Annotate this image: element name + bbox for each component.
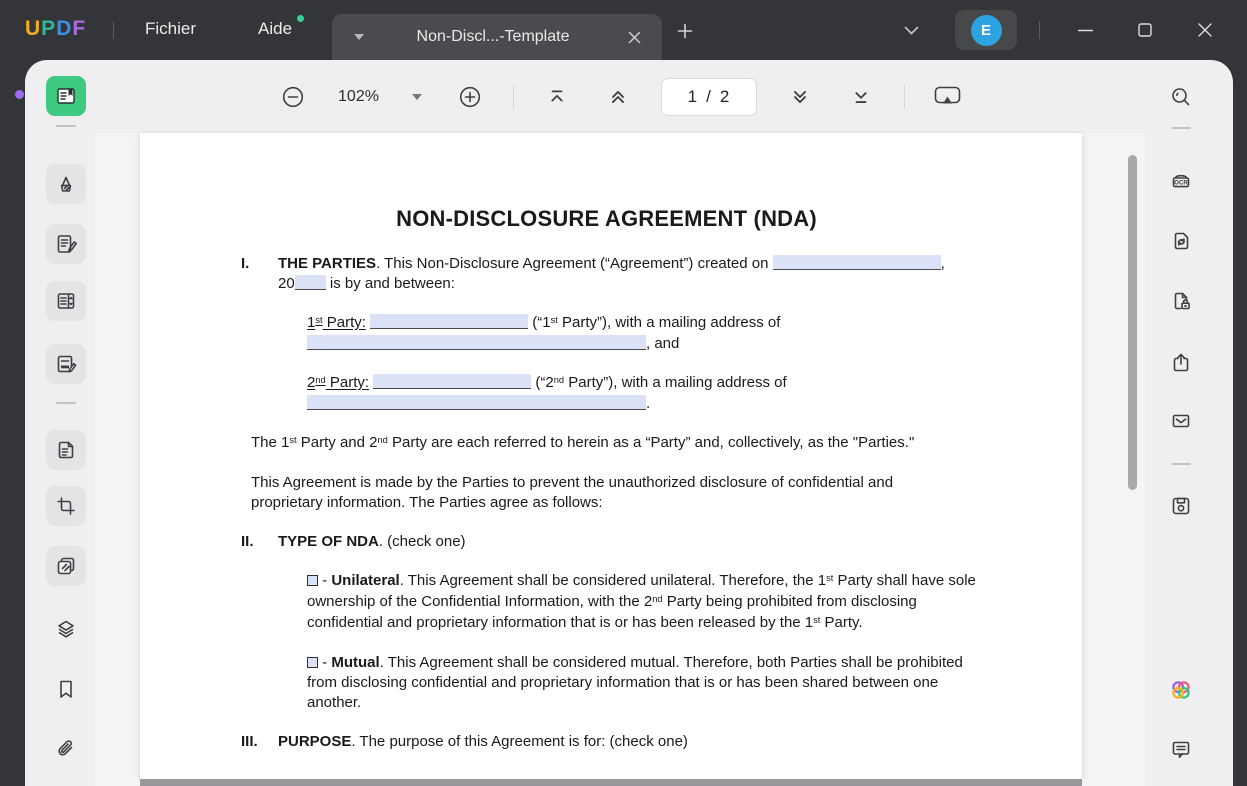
tab-title: Non-Discl...-Template [416,28,570,45]
doc-text: nd [553,374,565,385]
tool-share[interactable] [1161,343,1201,383]
layers-icon [54,617,78,641]
doc-text: st [550,314,558,325]
doc-text: st [826,572,834,583]
tool-convert[interactable] [1161,221,1201,261]
tool-summarize[interactable] [46,281,86,321]
avatar: E [971,15,1002,46]
tool-watermark[interactable] [46,546,86,586]
ocr-icon [1169,169,1193,193]
crop-icon [54,494,78,518]
divider [904,85,905,109]
left-sidebar [25,60,95,786]
presentation-mode-button[interactable] [930,79,966,115]
bookmark-icon [54,677,78,701]
doc-text: (“2 [531,374,554,391]
doc-text: - [318,572,332,589]
doc-text: , 20 [278,255,945,292]
section-marker: II. [241,533,254,550]
doc-text: Party are each referred to herein as a “Party” and, collectively, as the "Parties." [387,434,915,451]
doc-paragraph [241,532,962,552]
menu-aide-label: Aide [258,19,293,38]
document-title: NON-DISCLOSURE AGREEMENT (NDA) [396,206,817,231]
first-page-button[interactable] [539,79,575,115]
tab-menu-caret-icon[interactable] [354,34,364,40]
doc-text: . This Agreement shall be considered unilateral. Therefore, the 1 [399,572,827,589]
doc-text: st [813,614,821,625]
divider [1171,463,1191,465]
document-tab[interactable] [332,14,662,60]
logo-letter: P [41,17,57,40]
tool-reader[interactable] [46,76,86,116]
form-field[interactable] [370,314,528,329]
divider [56,402,76,404]
tool-attachment[interactable] [46,729,86,769]
tool-protect[interactable] [1161,281,1201,321]
zoom-dropdown-caret-icon[interactable] [407,79,427,115]
search-icon [1169,85,1193,109]
doc-paragraph [307,571,980,634]
tool-edit-pdf[interactable] [46,224,86,264]
doc-paragraph [251,433,962,454]
ai-flower-icon [1168,677,1194,703]
next-page-button[interactable] [782,79,818,115]
doc-text: . This Agreement shall be considered mutual. Therefore, both Parties shall be prohibited from disclosing confidential and proprietary information that is or has been shared between one another. [307,654,963,711]
doc-paragraph [251,473,962,513]
doc-text: Unilateral [331,572,400,589]
edit-document-icon [54,232,78,256]
close-button[interactable] [1183,10,1227,50]
doc-text: (“1 [528,314,551,331]
page-current: 1 [687,86,698,106]
zoom-level: 102% [338,87,379,105]
tool-organize-pages[interactable] [46,430,86,470]
form-field[interactable] [307,395,646,410]
logo-letter: F [72,17,87,40]
doc-text: Party. [820,614,863,631]
feedback-bubble-icon [1169,737,1193,761]
tool-crop-pages[interactable] [46,486,86,526]
logo-letter: U [25,17,42,40]
doc-text: . (check one) [378,533,466,550]
tab-list-chevron-down-icon[interactable] [898,20,924,40]
doc-text: is by and between: [325,275,455,292]
doc-text: 2 [307,374,316,391]
doc-text: . The purpose of this Agreement is for: (check one) [351,733,688,750]
zoom-in-button[interactable] [452,79,488,115]
updf-logo [25,17,86,41]
divider [56,125,76,127]
new-tab-button[interactable] [672,18,698,44]
doc-text: Party”), with a mailing address of [564,374,787,391]
doc-text: THE PARTIES [278,255,377,272]
doc-text: Party”), with a mailing address of [557,314,781,331]
form-field[interactable] [773,255,941,270]
doc-text: TYPE OF NDA [278,533,379,550]
tool-annotate[interactable] [46,164,86,204]
divider [1039,21,1040,39]
page-separator: / [706,86,711,106]
checkbox-field[interactable] [307,575,318,586]
doc-text: Party and 2 [296,434,378,451]
page-gap [140,779,1082,786]
doc-text: , and [646,335,680,352]
logo-letter: D [56,17,73,40]
doc-text: Party being prohibited from disclosing confidential and proprietary information that is or has been released by the 1 [307,593,917,631]
account-button[interactable] [955,10,1017,50]
pdf-viewport[interactable] [95,133,1145,786]
tool-email[interactable] [1161,401,1201,441]
checkbox-field[interactable] [307,657,318,668]
doc-text: . This Non-Disclosure Agreement (“Agreement”) created on [376,255,773,272]
form-field[interactable] [295,275,326,290]
tool-feedback[interactable] [1161,729,1201,769]
pages-icon [54,438,78,462]
menu-fichier[interactable]: Fichier [145,19,197,38]
doc-paragraph [307,373,980,414]
divider [113,21,114,39]
tool-layers[interactable] [46,609,86,649]
doc-text: Party: [322,314,366,331]
reader-book-icon [54,84,78,108]
paperclip-icon [54,737,78,761]
divider [1171,127,1191,129]
watermark-icon [54,554,78,578]
document-area [95,60,1145,786]
document-content [140,133,1082,752]
scrollbar-thumb[interactable] [1128,155,1137,490]
doc-paragraph [307,653,980,713]
pdf-page [140,133,1082,779]
last-page-button[interactable] [843,79,879,115]
zoom-out-button[interactable] [275,79,311,115]
pointer-dot [15,90,24,99]
tool-bookmark[interactable] [46,669,86,709]
doc-text: nd [315,374,326,385]
minimize-button[interactable] [1063,10,1107,50]
document-panel-icon [54,289,78,313]
tool-search[interactable] [1161,77,1201,117]
doc-text: st [289,434,297,445]
tool-save[interactable] [1161,486,1201,526]
right-sidebar [1145,60,1233,786]
doc-text: - [318,654,332,671]
title-bar [0,0,1247,60]
section-marker: I. [241,255,250,272]
maximize-button[interactable] [1123,10,1167,50]
main-panel [25,60,1233,786]
fill-sign-icon [54,352,78,376]
doc-text: Party: [325,374,370,391]
previous-page-button[interactable] [600,79,636,115]
form-field[interactable] [373,374,531,389]
tool-ocr[interactable] [1161,161,1201,201]
menu-aide[interactable] [258,19,292,39]
doc-paragraph [241,732,962,752]
tool-fill-sign[interactable] [46,344,86,384]
doc-text: Party shall have sole ownership of the Confidential Information, with the 2 [307,572,976,610]
svg-text:OCR: OCR [1174,179,1188,187]
doc-text: PURPOSE [278,733,352,750]
share-icon [1169,351,1193,375]
section-marker: III. [241,733,258,750]
doc-text: nd [652,593,663,604]
doc-text: The 1 [251,434,290,451]
protect-lock-icon [1169,289,1193,313]
tool-ai-assistant[interactable] [1161,670,1201,710]
tab-close-icon[interactable] [622,25,646,49]
doc-paragraph [307,313,980,354]
save-floppy-icon [1169,494,1193,518]
doc-text: nd [377,434,388,445]
notification-dot [297,15,304,22]
highlighter-icon [54,172,78,196]
form-field[interactable] [307,335,646,350]
doc-paragraph [241,254,962,294]
doc-text: Mutual [331,654,380,671]
doc-text: 1 [307,314,316,331]
doc-text: . [646,395,651,412]
view-toolbar [95,60,1145,133]
envelope-icon [1169,409,1193,433]
page-indicator[interactable] [661,78,757,116]
doc-text: st [315,314,323,325]
page-total: 2 [719,86,730,106]
convert-document-icon [1169,229,1193,253]
divider [513,85,514,109]
doc-text: This Agreement is made by the Parties to prevent the unauthorized disclosure of confidential and proprietary information. The Parties agree as follows: [251,474,894,511]
